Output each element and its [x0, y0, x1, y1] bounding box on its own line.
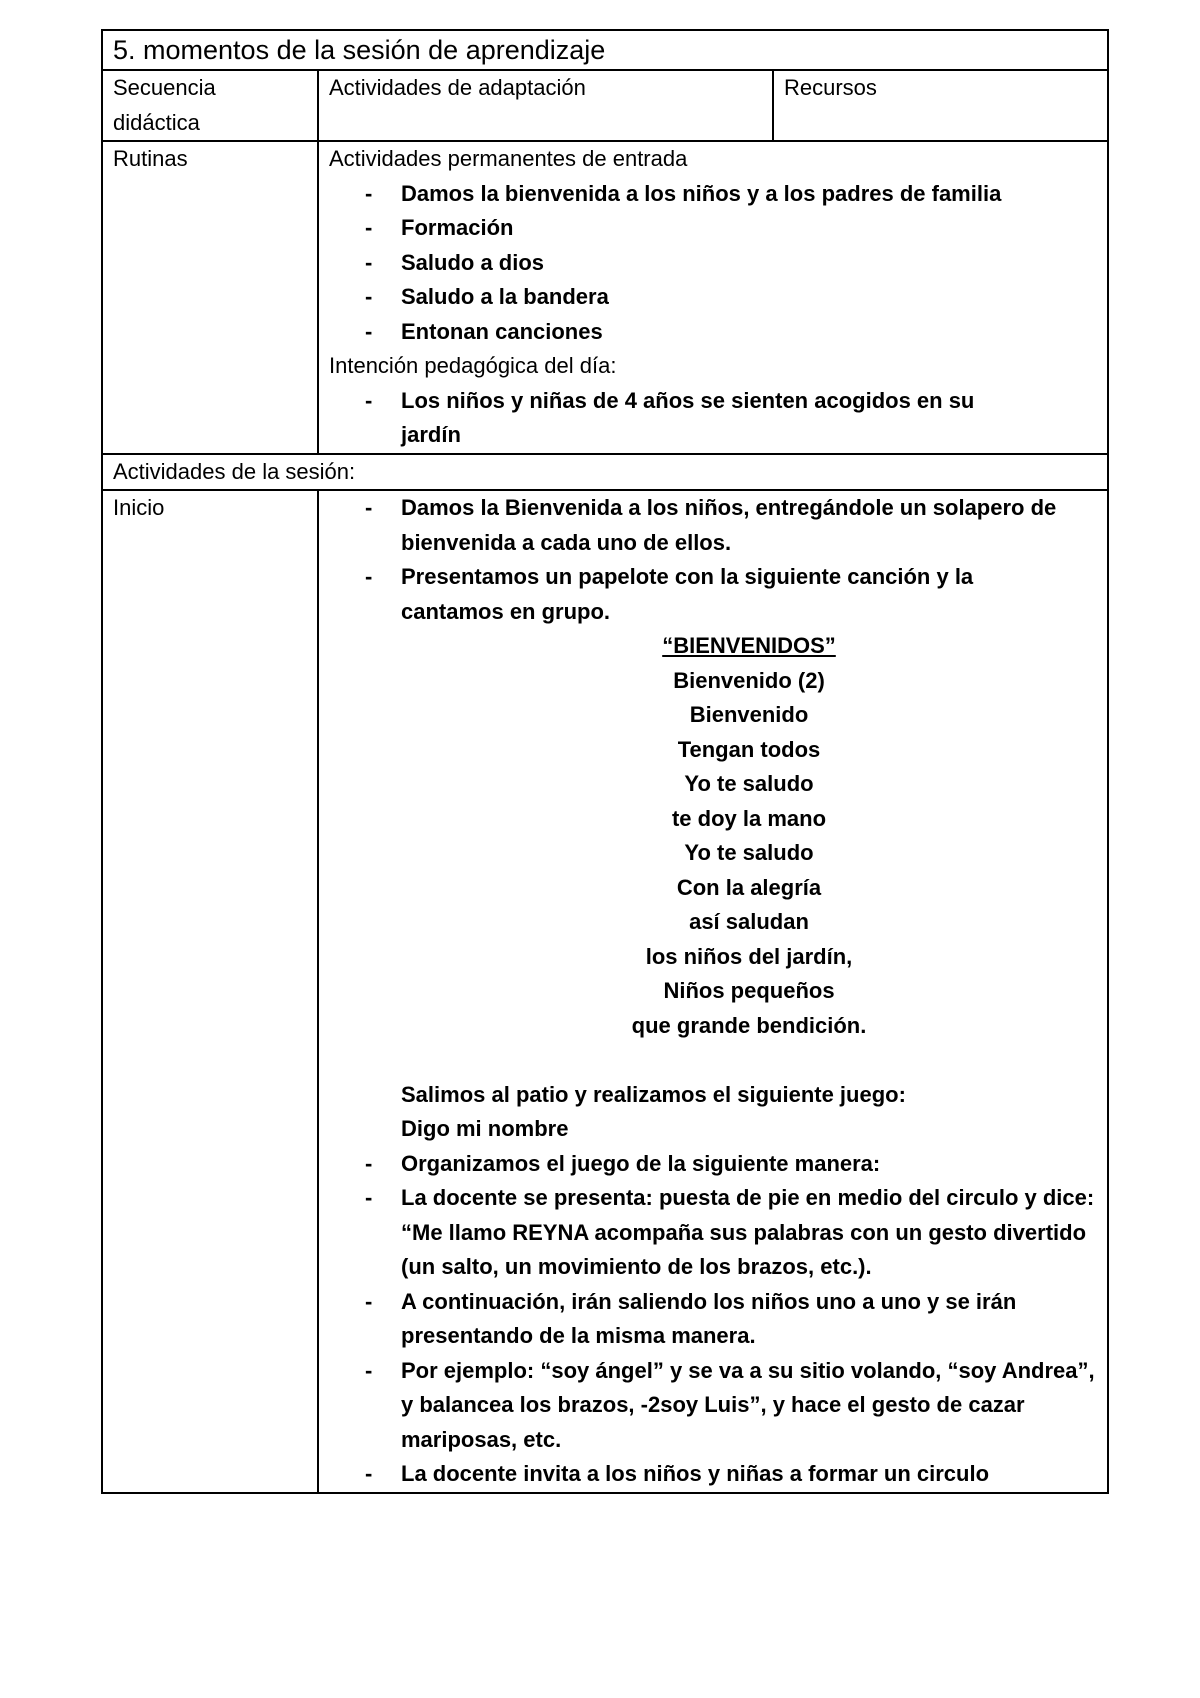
list-item: - Por ejemplo: “soy ángel” y se va a su sitio volando, “soy Andrea”, y balancea los brazos, -2soy Luis”, y hace el gesto de cazar mariposas, etc. [329, 1354, 1097, 1458]
list-item: - Entonan canciones [329, 315, 1097, 350]
rutinas-label: Rutinas [102, 141, 318, 454]
song-line: Con la alegría [676, 874, 822, 900]
song-line: Bienvenido (2) [673, 667, 825, 693]
song-title: “BIENVENIDOS” [662, 633, 836, 658]
list-item: - Damos la bienvenida a los niños y a los padres de familia [329, 177, 1097, 212]
inicio-content [318, 490, 1108, 1493]
song-block [401, 629, 1097, 1043]
game-intro: Salimos al patio y realizamos el siguiente juego: [401, 1081, 906, 1107]
blank-line [329, 1043, 1097, 1078]
song-line: Niños pequeños [663, 978, 835, 1003]
game-list [329, 1147, 1097, 1492]
list-item: - Formación [329, 211, 1097, 246]
title-row [102, 30, 1108, 70]
list-item: - La docente se presenta: puesta de pie en medio del circulo y dice: “Me llamo REYNA acompaña sus palabras con un gesto divertido (un salto, un movimiento de los brazos, etc.). [329, 1181, 1097, 1285]
session-plan-table [101, 29, 1109, 1494]
list-item: - A continuación, irán saliendo los niños uno a uno y se irán presentando de la misma manera. [329, 1285, 1097, 1354]
list-item: - Damos la Bienvenida a los niños, entregándole un solapero de bienvenida a cada uno de ellos. [329, 491, 1097, 560]
inicio-row [102, 490, 1108, 1493]
list-item: - Presentamos un papelote con la siguiente canción y la cantamos en grupo. [329, 560, 1097, 629]
header-recursos: Recursos [773, 70, 1108, 141]
song-line: Yo te saludo [684, 840, 814, 865]
header-row [102, 70, 1108, 141]
inicio-list [329, 491, 1097, 629]
song-line: Bienvenido [689, 702, 809, 727]
rutinas-row [102, 141, 1108, 454]
list-item: - Los niños y niñas de 4 años se sienten acogidos en su jardín [329, 384, 1037, 453]
song-line: Tengan todos [677, 736, 821, 762]
list-item: - Saludo a dios [329, 246, 1097, 281]
game-name: Digo mi nombre [401, 1116, 569, 1141]
header-secuencia: Secuencia didáctica [102, 70, 318, 141]
header-actividades: Actividades de adaptación [318, 70, 773, 141]
section-title: 5. momentos de la sesión de aprendizaje [102, 30, 1108, 70]
rutinas-content [318, 141, 1108, 454]
song-line: te doy la mano [671, 805, 827, 831]
rutinas-list [329, 177, 1097, 350]
rutinas-heading: Actividades permanentes de entrada [329, 146, 688, 171]
intention-heading: Intención pedagógica del día: [329, 353, 617, 378]
intention-list [329, 384, 1097, 453]
list-item: - Organizamos el juego de la siguiente manera: [329, 1147, 1097, 1182]
list-item: - Saludo a la bandera [329, 280, 1097, 315]
song-line: así saludan [689, 909, 809, 934]
session-label-row [102, 454, 1108, 491]
song-line: Yo te saludo [684, 771, 814, 796]
session-row-label: Actividades de la sesión: [102, 454, 1108, 491]
song-line: los niños del jardín, [645, 943, 853, 969]
song-line: que grande bendición. [631, 1012, 867, 1038]
inicio-label: Inicio [102, 490, 318, 1493]
list-item: - La docente invita a los niños y niñas a formar un circulo [329, 1457, 1097, 1492]
